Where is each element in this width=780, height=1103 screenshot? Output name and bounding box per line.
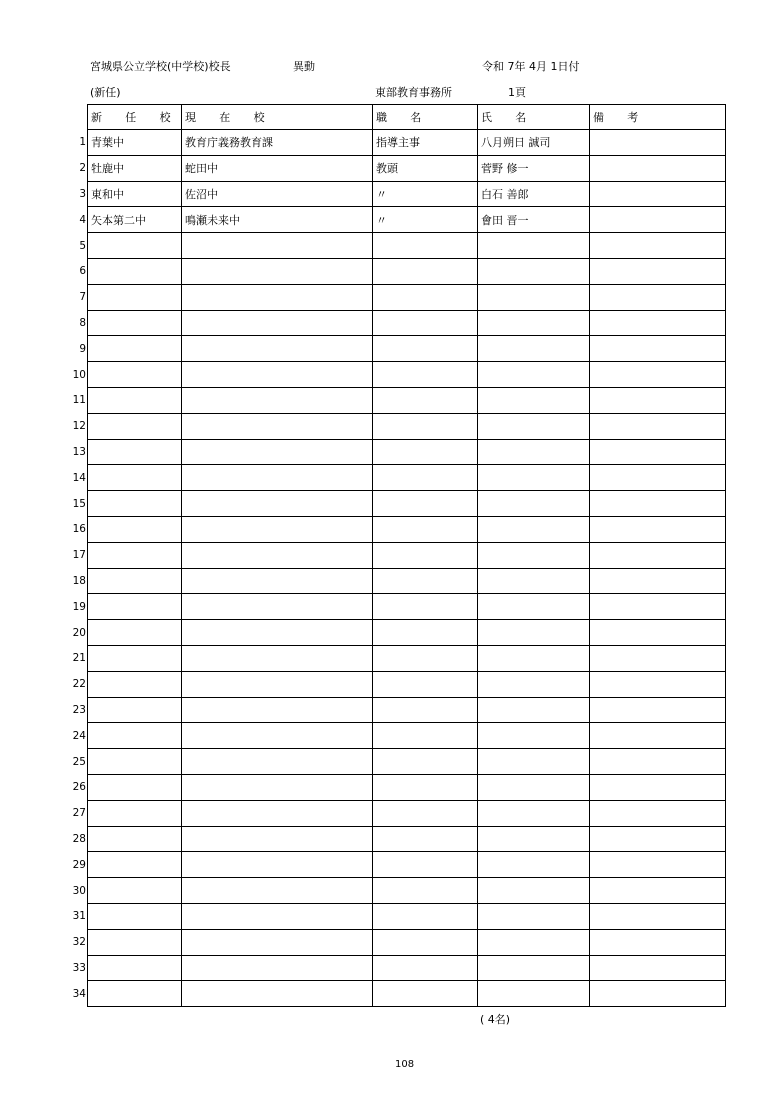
cell-current-school: [182, 671, 373, 697]
cell-position: [373, 878, 478, 904]
cell-current-school: [182, 620, 373, 646]
cell-new-school: [88, 516, 182, 542]
cell-remarks: [590, 645, 726, 671]
row-number: 31: [72, 910, 86, 923]
cell-position: 〃: [373, 181, 478, 207]
cell-current-school: [182, 310, 373, 336]
cell-position: 教頭: [373, 155, 478, 181]
cell-position: [373, 903, 478, 929]
cell-position: [373, 542, 478, 568]
table-row: [88, 620, 726, 646]
row-number: 20: [72, 626, 86, 639]
cell-name: [478, 542, 590, 568]
cell-remarks: [590, 233, 726, 259]
cell-name: 八月朔日 誠司: [478, 130, 590, 156]
cell-remarks: [590, 387, 726, 413]
cell-position: [373, 465, 478, 491]
cell-new-school: [88, 929, 182, 955]
cell-position: 〃: [373, 207, 478, 233]
cell-new-school: [88, 336, 182, 362]
row-number: 3: [79, 187, 86, 200]
cell-position: [373, 413, 478, 439]
table-row: [88, 774, 726, 800]
cell-new-school: [88, 903, 182, 929]
total-count: ( 4名): [480, 1013, 511, 1026]
column-header-name: 氏 名: [478, 105, 590, 130]
table-row: [88, 542, 726, 568]
cell-current-school: [182, 749, 373, 775]
table-row: [88, 826, 726, 852]
cell-name: [478, 516, 590, 542]
table-row: [88, 233, 726, 259]
cell-name: [478, 310, 590, 336]
cell-position: [373, 620, 478, 646]
table-row: [88, 800, 726, 826]
cell-position: [373, 749, 478, 775]
table-row: [88, 130, 726, 156]
row-number: 14: [72, 471, 86, 484]
table-row: [88, 645, 726, 671]
cell-new-school: [88, 568, 182, 594]
cell-current-school: [182, 258, 373, 284]
row-number: 29: [72, 858, 86, 871]
cell-remarks: [590, 491, 726, 517]
cell-remarks: [590, 336, 726, 362]
cell-name: [478, 749, 590, 775]
row-number: 16: [72, 523, 86, 536]
cell-position: [373, 362, 478, 388]
cell-remarks: [590, 362, 726, 388]
cell-current-school: [182, 723, 373, 749]
table-row: [88, 310, 726, 336]
cell-current-school: [182, 516, 373, 542]
cell-name: [478, 439, 590, 465]
cell-current-school: [182, 878, 373, 904]
cell-remarks: [590, 774, 726, 800]
cell-name: [478, 774, 590, 800]
cell-remarks: [590, 181, 726, 207]
cell-remarks: [590, 155, 726, 181]
row-number: 26: [72, 781, 86, 794]
table-row: [88, 181, 726, 207]
table-row: [88, 697, 726, 723]
cell-name: [478, 491, 590, 517]
cell-current-school: [182, 284, 373, 310]
row-number: 23: [72, 703, 86, 716]
table-row: [88, 336, 726, 362]
row-number: 21: [72, 652, 86, 665]
cell-current-school: [182, 542, 373, 568]
cell-new-school: [88, 645, 182, 671]
column-header-new-school: 新 任 校: [88, 105, 182, 130]
row-number: 24: [72, 729, 86, 742]
column-header-position: 職 名: [373, 105, 478, 130]
row-number: 9: [79, 342, 86, 355]
cell-position: [373, 852, 478, 878]
cell-current-school: 教育庁義務教育課: [182, 130, 373, 156]
cell-name: [478, 826, 590, 852]
cell-remarks: [590, 620, 726, 646]
cell-remarks: [590, 955, 726, 981]
cell-position: [373, 439, 478, 465]
cell-position: [373, 723, 478, 749]
cell-current-school: [182, 413, 373, 439]
cell-new-school: [88, 387, 182, 413]
effective-date: 令和 7年 4月 1日付: [482, 60, 580, 73]
cell-new-school: [88, 774, 182, 800]
cell-current-school: [182, 697, 373, 723]
table-row: [88, 594, 726, 620]
cell-name: 菅野 修一: [478, 155, 590, 181]
cell-name: [478, 981, 590, 1007]
cell-current-school: [182, 903, 373, 929]
cell-current-school: [182, 981, 373, 1007]
cell-current-school: [182, 929, 373, 955]
row-number: 13: [72, 445, 86, 458]
cell-new-school: [88, 826, 182, 852]
table-row: [88, 955, 726, 981]
page-label: 1頁: [508, 86, 526, 99]
table-row: [88, 878, 726, 904]
cell-name: [478, 336, 590, 362]
table-row: [88, 155, 726, 181]
row-number: 33: [72, 961, 86, 974]
table-row: [88, 568, 726, 594]
table-row: [88, 516, 726, 542]
table-row: [88, 465, 726, 491]
cell-new-school: [88, 258, 182, 284]
cell-current-school: [182, 955, 373, 981]
cell-name: [478, 594, 590, 620]
cell-position: [373, 233, 478, 259]
row-number: 17: [72, 549, 86, 562]
table-row: [88, 439, 726, 465]
cell-position: [373, 826, 478, 852]
row-number: 11: [72, 394, 86, 407]
cell-name: 會田 晋一: [478, 207, 590, 233]
cell-current-school: [182, 439, 373, 465]
table-row: [88, 929, 726, 955]
table-row: [88, 387, 726, 413]
cell-current-school: [182, 774, 373, 800]
table-row: [88, 362, 726, 388]
table-row: [88, 981, 726, 1007]
row-number: 15: [72, 497, 86, 510]
table-row: [88, 258, 726, 284]
cell-name: [478, 903, 590, 929]
table-header-row: [88, 105, 726, 130]
cell-remarks: [590, 671, 726, 697]
row-number: 30: [72, 884, 86, 897]
row-number: 4: [79, 213, 86, 226]
cell-name: [478, 620, 590, 646]
cell-remarks: [590, 258, 726, 284]
cell-new-school: 矢本第二中: [88, 207, 182, 233]
row-number: 12: [72, 420, 86, 433]
cell-current-school: [182, 852, 373, 878]
row-number: 18: [72, 574, 86, 587]
cell-remarks: [590, 284, 726, 310]
cell-current-school: [182, 233, 373, 259]
cell-position: [373, 516, 478, 542]
cell-name: [478, 929, 590, 955]
table-row: [88, 284, 726, 310]
cell-remarks: [590, 207, 726, 233]
cell-new-school: [88, 542, 182, 568]
cell-position: [373, 491, 478, 517]
cell-new-school: [88, 594, 182, 620]
cell-new-school: [88, 852, 182, 878]
row-number: 7: [79, 291, 86, 304]
cell-current-school: [182, 465, 373, 491]
cell-name: [478, 697, 590, 723]
row-number: 5: [79, 239, 86, 252]
column-header-current-school: 現 在 校: [182, 105, 373, 130]
cell-new-school: [88, 723, 182, 749]
cell-current-school: [182, 568, 373, 594]
cell-name: [478, 878, 590, 904]
row-number: 10: [72, 368, 86, 381]
cell-remarks: [590, 465, 726, 491]
cell-name: [478, 568, 590, 594]
cell-current-school: [182, 645, 373, 671]
cell-remarks: [590, 697, 726, 723]
cell-name: [478, 413, 590, 439]
column-header-remarks: 備 考: [590, 105, 726, 130]
table-row: [88, 903, 726, 929]
cell-name: [478, 645, 590, 671]
cell-remarks: [590, 903, 726, 929]
row-number: 28: [72, 832, 86, 845]
row-number: 27: [72, 807, 86, 820]
cell-new-school: [88, 465, 182, 491]
cell-position: [373, 387, 478, 413]
cell-name: [478, 465, 590, 491]
cell-position: 指導主事: [373, 130, 478, 156]
cell-name: [478, 723, 590, 749]
cell-name: [478, 362, 590, 388]
cell-new-school: [88, 491, 182, 517]
cell-new-school: [88, 413, 182, 439]
cell-new-school: [88, 697, 182, 723]
cell-remarks: [590, 981, 726, 1007]
cell-remarks: [590, 852, 726, 878]
cell-new-school: [88, 362, 182, 388]
cell-name: [478, 233, 590, 259]
cell-new-school: [88, 284, 182, 310]
row-number: 6: [79, 265, 86, 278]
cell-remarks: [590, 310, 726, 336]
cell-new-school: [88, 671, 182, 697]
cell-position: [373, 310, 478, 336]
cell-new-school: [88, 439, 182, 465]
cell-current-school: 鳴瀬未来中: [182, 207, 373, 233]
cell-position: [373, 671, 478, 697]
cell-name: 白石 善郎: [478, 181, 590, 207]
table-row: [88, 413, 726, 439]
cell-current-school: [182, 336, 373, 362]
cell-remarks: [590, 542, 726, 568]
cell-new-school: [88, 800, 182, 826]
cell-name: [478, 852, 590, 878]
cell-remarks: [590, 516, 726, 542]
cell-position: [373, 594, 478, 620]
row-number: 32: [72, 936, 86, 949]
cell-remarks: [590, 130, 726, 156]
cell-name: [478, 387, 590, 413]
cell-new-school: [88, 310, 182, 336]
cell-remarks: [590, 878, 726, 904]
cell-name: [478, 955, 590, 981]
cell-current-school: 蛇田中: [182, 155, 373, 181]
table-row: [88, 491, 726, 517]
row-number: 22: [72, 678, 86, 691]
cell-new-school: [88, 620, 182, 646]
cell-new-school: [88, 981, 182, 1007]
document-title: 宮城県公立学校(中学校)校長: [90, 60, 231, 73]
cell-current-school: [182, 491, 373, 517]
table-row: [88, 749, 726, 775]
cell-remarks: [590, 749, 726, 775]
cell-name: [478, 284, 590, 310]
table-row: [88, 852, 726, 878]
table-row: [88, 207, 726, 233]
cell-remarks: [590, 800, 726, 826]
row-number: 25: [72, 755, 86, 768]
row-number: 2: [79, 162, 86, 175]
appointment-category: (新任): [90, 86, 121, 99]
row-number: 8: [79, 316, 86, 329]
table-row: [88, 671, 726, 697]
personnel-table: [87, 104, 726, 1007]
office-name: 東部教育事務所: [375, 86, 452, 99]
cell-position: [373, 800, 478, 826]
cell-remarks: [590, 929, 726, 955]
page-number: 108: [395, 1059, 415, 1070]
table-row: [88, 723, 726, 749]
cell-remarks: [590, 826, 726, 852]
cell-remarks: [590, 413, 726, 439]
cell-position: [373, 284, 478, 310]
cell-position: [373, 258, 478, 284]
cell-current-school: [182, 387, 373, 413]
cell-remarks: [590, 594, 726, 620]
cell-position: [373, 774, 478, 800]
row-number: 34: [72, 987, 86, 1000]
cell-position: [373, 697, 478, 723]
cell-position: [373, 981, 478, 1007]
cell-name: [478, 800, 590, 826]
cell-current-school: [182, 800, 373, 826]
row-number: 1: [79, 136, 86, 149]
cell-current-school: [182, 362, 373, 388]
cell-current-school: [182, 826, 373, 852]
cell-name: [478, 671, 590, 697]
cell-new-school: 牡鹿中: [88, 155, 182, 181]
cell-current-school: [182, 594, 373, 620]
cell-remarks: [590, 723, 726, 749]
cell-position: [373, 929, 478, 955]
cell-remarks: [590, 568, 726, 594]
cell-new-school: [88, 749, 182, 775]
cell-new-school: [88, 955, 182, 981]
cell-position: [373, 955, 478, 981]
cell-current-school: 佐沼中: [182, 181, 373, 207]
transfer-type: 異動: [293, 60, 315, 73]
cell-position: [373, 645, 478, 671]
cell-new-school: [88, 878, 182, 904]
cell-remarks: [590, 439, 726, 465]
row-number: 19: [72, 600, 86, 613]
cell-position: [373, 336, 478, 362]
cell-new-school: 東和中: [88, 181, 182, 207]
cell-new-school: 青葉中: [88, 130, 182, 156]
cell-position: [373, 568, 478, 594]
cell-new-school: [88, 233, 182, 259]
cell-name: [478, 258, 590, 284]
